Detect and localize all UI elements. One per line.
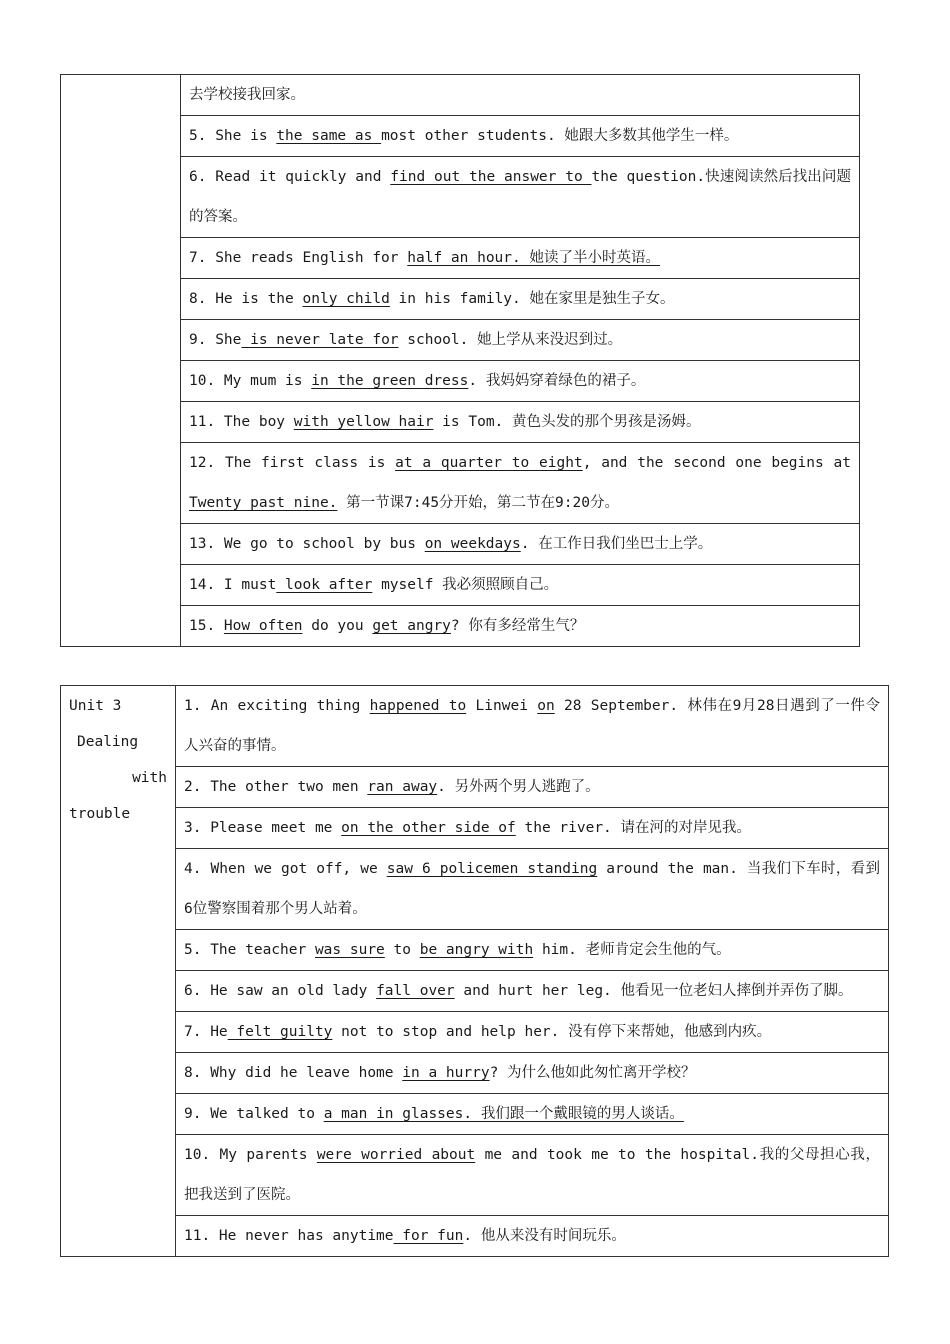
text-segment: 8. He is the [189,291,303,307]
vocab-table-unit3 [60,685,889,1257]
underlined-phrase: ran away [367,779,438,795]
underlined-phrase: saw 6 policemen standing [386,861,598,877]
sentence-cell [176,808,889,849]
text-segment: me and took me to the hospital.我的父母担心我，把我送到了医院。 [184,1147,880,1203]
sentence-text [181,238,859,278]
text-segment: him. 老师肯定会生他的气。 [533,942,731,958]
sentence-text [176,1216,888,1256]
text-segment: 11. The boy [189,414,294,430]
text-segment: 4. When we got off, we [184,861,387,877]
sentence-text [176,1053,888,1093]
sentence-text [176,686,888,766]
text-segment: and hurt her leg. 他看见一位老妇人摔倒并弄伤了脚。 [454,983,853,999]
sentence-cell [176,1053,889,1094]
underlined-phrase: in the green dress [311,373,469,389]
sentence-cell [181,361,860,402]
sentence-text [181,565,859,605]
sentence-text [181,75,859,115]
sentence-text [176,971,888,1011]
text-segment: 9. She [189,332,242,348]
text-segment: 7. She reads English for [189,250,408,266]
table-row [61,361,860,402]
text-segment: 6. He saw an old lady [184,983,377,999]
sentence-text [181,116,859,156]
text-segment: 3. Please meet me [184,820,342,836]
sentence-cell [176,1135,889,1216]
text-segment: the question.快速阅读然后找出问题的答案。 [189,169,851,225]
underlined-phrase: on [537,698,555,714]
table-row [61,238,860,279]
sentence-cell [176,849,889,930]
text-segment: do you [302,618,373,634]
unit-title-line-1: Dealing [77,734,139,750]
table-row [61,767,889,808]
sentence-cell [176,767,889,808]
sentence-cell [176,1216,889,1257]
text-segment: 28 September. 林伟在9月28日遇到了一件令人兴奋的事情。 [184,698,881,754]
underlined-phrase: for fun [393,1228,464,1244]
sentence-cell [176,686,889,767]
text-segment: school. 她上学从来没迟到过。 [398,332,623,348]
underlined-phrase: half an hour. 她读了半小时英语。 [407,250,660,266]
sentence-cell [176,1094,889,1135]
text-segment: 15. [189,618,224,634]
text-segment: . 在工作日我们坐巴士上学。 [520,536,713,552]
underlined-phrase: was sure [314,942,385,958]
text-segment: 13. We go to school by bus [189,536,425,552]
text-segment: ? 你有多经常生气？ [450,618,585,634]
text-segment: 2. The other two men [184,779,368,795]
text-segment: 第一节课7:45分开始，第二节在9:20分。 [337,495,619,511]
table-row [61,75,860,116]
sentence-text [176,849,888,929]
underlined-phrase: is never late for [241,332,399,348]
text-segment: 7. He [184,1024,228,1040]
table-row [61,686,889,767]
text-segment: , and the second one begins at [582,455,851,471]
text-segment: myself 我必须照顾自己。 [372,577,559,593]
text-segment: 11. He never has anytime [184,1228,394,1244]
underlined-phrase: only child [302,291,390,307]
underlined-phrase: How often [223,618,303,634]
sentence-cell [181,238,860,279]
text-segment: 10. My parents [184,1147,317,1163]
sentence-cell [181,443,860,524]
underlined-phrase: on weekdays [424,536,521,552]
text-segment: . 他从来没有时间玩乐。 [463,1228,626,1244]
sentence-cell [181,157,860,238]
sentence-cell [176,971,889,1012]
text-segment: 6. Read it quickly and [189,169,391,185]
unit-label [61,75,180,79]
text-segment: 9. We talked to [184,1106,324,1122]
table-row [61,443,860,524]
sentence-cell [181,402,860,443]
table-row [61,1053,889,1094]
sentence-text [181,157,859,237]
sentence-text [181,279,859,319]
table-row [61,157,860,238]
sentence-text [176,1094,888,1134]
sentence-text [176,1135,888,1215]
table-row [61,565,860,606]
text-segment: around the man. 当我们下车时，看到6位警察围着那个男人站着。 [184,861,880,917]
vocab-table-unit2 [60,74,860,647]
sentence-text [181,524,859,564]
underlined-phrase: with yellow hair [293,414,434,430]
table-row [61,279,860,320]
table-row [61,930,889,971]
text-segment: 去学校接我回家。 [189,87,305,103]
text-segment: not to stop and help her. 没有停下来帮她，他感到内疚。 [332,1024,772,1040]
underlined-phrase: felt guilty [227,1024,333,1040]
underlined-phrase: the same as [276,128,382,144]
table-row [61,849,889,930]
unit-label-cell [61,75,181,647]
sentence-cell [176,1012,889,1053]
underlined-phrase: fall over [376,983,455,999]
text-segment: . 我妈妈穿着绿色的裙子。 [468,373,646,389]
table-row [61,524,860,565]
sentence-cell [181,116,860,157]
table-row [61,971,889,1012]
text-segment: 1. An exciting thing [184,698,370,714]
underlined-phrase: at a quarter to eight [395,455,583,471]
sentence-cell [181,279,860,320]
sentence-cell [181,75,860,116]
text-segment: 12. The first class is [189,455,396,471]
underlined-phrase: a man in glasses. 我们跟一个戴眼镜的男人谈话。 [323,1106,684,1122]
table-row [61,1012,889,1053]
text-segment: Linwei [466,698,538,714]
unit-label-cell [61,686,176,1257]
sentence-text [176,930,888,970]
table-row [61,606,860,647]
text-segment: 5. She is [189,128,277,144]
table-row [61,320,860,361]
table-row [61,402,860,443]
text-segment: ? 为什么他如此匆忙离开学校？ [489,1065,696,1081]
text-segment: 10. My mum is [189,373,312,389]
sentence-cell [181,524,860,565]
table-row [61,1216,889,1257]
unit-title-line-2: with [132,770,167,786]
underlined-phrase: find out the answer to [390,169,592,185]
text-segment: 5. The teacher [184,942,315,958]
text-segment: 14. I must [189,577,277,593]
text-segment: . 另外两个男人逃跑了。 [437,779,600,795]
sentence-text [181,361,859,401]
sentence-text [176,808,888,848]
sentence-text [181,320,859,360]
sentence-text [181,443,859,523]
underlined-phrase: in a hurry [402,1065,490,1081]
text-segment: 8. Why did he leave home [184,1065,403,1081]
sentence-text [181,606,859,646]
sentence-text [176,1012,888,1052]
text-segment: most other students. 她跟大多数其他学生一样。 [381,128,739,144]
table-row [61,1094,889,1135]
unit-number: Unit 3 [69,698,122,714]
unit-label [61,686,175,834]
underlined-phrase: get angry [372,618,451,634]
text-segment: the river. 请在河的对岸见我。 [515,820,752,836]
underlined-phrase: were worried about [316,1147,476,1163]
text-segment: to [384,942,420,958]
sentence-text [181,402,859,442]
underlined-phrase: look after [276,577,373,593]
sentence-cell [181,606,860,647]
text-segment: in his family. 她在家里是独生子女。 [389,291,675,307]
underlined-phrase: on the other side of [341,820,516,836]
underlined-phrase: happened to [369,698,467,714]
sentence-cell [181,565,860,606]
underlined-phrase: Twenty past nine. [189,495,338,511]
unit-title-line-3: trouble [69,806,131,822]
table-row [61,1135,889,1216]
underlined-phrase: be angry with [419,942,534,958]
sentence-cell [181,320,860,361]
table-row [61,808,889,849]
table-row [61,116,860,157]
sentence-cell [176,930,889,971]
text-segment: is Tom. 黄色头发的那个男孩是汤姆。 [433,414,701,430]
sentence-text [176,767,888,807]
